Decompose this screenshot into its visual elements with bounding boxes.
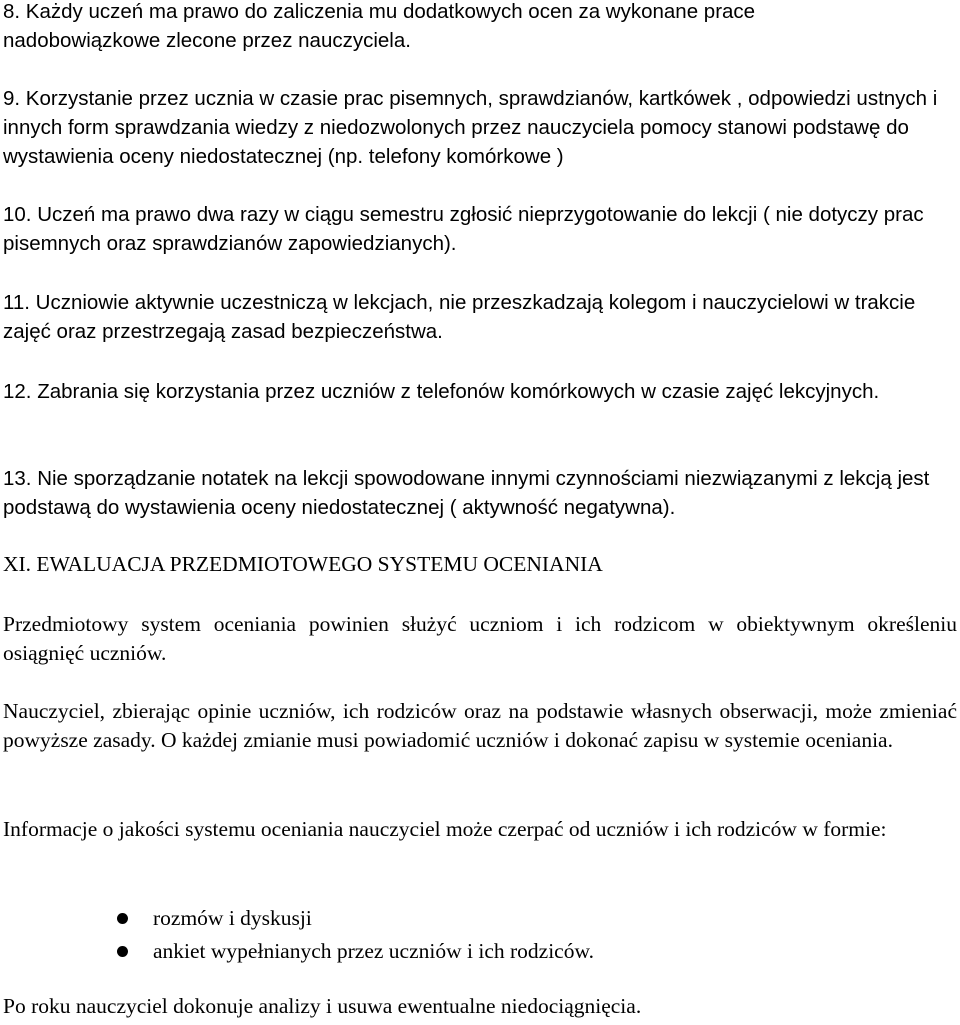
paragraph-3: Informacje o jakości systemu oceniania nauczyciel może czerpać od uczniów i ich rodziców w formie:	[3, 817, 887, 841]
section-heading: XI. EWALUACJA PRZEDMIOTOWEGO SYSTEMU OCENIANIA	[3, 552, 603, 576]
item-13: 13. Nie sporządzanie notatek na lekcji spowodowane innymi czynnościami niezwiązanymi z lekcją jest podstawą do wystawienia oceny niedostatecznej ( aktywność negatywna).	[3, 467, 930, 519]
list-item	[3, 935, 957, 968]
item-8: 8. Każdy uczeń ma prawo do zaliczenia mu dodatkowych ocen za wykonane prace nadobowiązkowe zlecone przez nauczyciela.	[3, 0, 756, 52]
list-item	[3, 902, 957, 935]
bullet-icon	[117, 946, 128, 957]
item-12: 12. Zabrania się korzystania przez uczniów z telefonów komórkowych w czasie zajęć lekcyjnych.	[3, 380, 880, 403]
list-item-text: ankiet wypełnianych przez uczniów i ich rodziców.	[153, 939, 594, 963]
paragraph-1: Przedmiotowy system oceniania powinien służyć uczniom i ich rodzicom w obiektywnym określeniu osiągnięć uczniów.	[3, 612, 957, 665]
item-10: 10. Uczeń ma prawo dwa razy w ciągu semestru zgłosić nieprzygotowanie do lekcji ( nie dotyczy prac pisemnych oraz sprawdzianów zapowiedzianych).	[3, 203, 924, 255]
paragraph-4: Po roku nauczyciel dokonuje analizy i usuwa ewentualne niedociągnięcia.	[3, 994, 642, 1018]
paragraph-2: Nauczyciel, zbierając opinie uczniów, ich rodziców oraz na podstawie własnych obserwacji, może zmieniać powyższe zasady. O każdej zmianie musi powiadomić uczniów i dokonać zapisu w systemie oceniania.	[3, 699, 957, 752]
list-item-text: rozmów i dyskusji	[153, 906, 312, 930]
item-11: 11. Uczniowie aktywnie uczestniczą w lekcjach, nie przeszkadzają kolegom i nauczycielowi w trakcie zajęć oraz przestrzegają zasad bezpieczeństwa.	[3, 291, 916, 343]
bullet-list	[3, 902, 957, 968]
bullet-icon	[117, 913, 128, 924]
item-9: 9. Korzystanie przez ucznia w czasie prac pisemnych, sprawdzianów, kartkówek , odpowiedzi ustnych i innych form sprawdzania wiedzy z niedozwolonych przez nauczyciela pomocy stanowi podstawę do wystawienia oceny niedostatecznej (np. telefony komórkowe )	[3, 87, 938, 168]
